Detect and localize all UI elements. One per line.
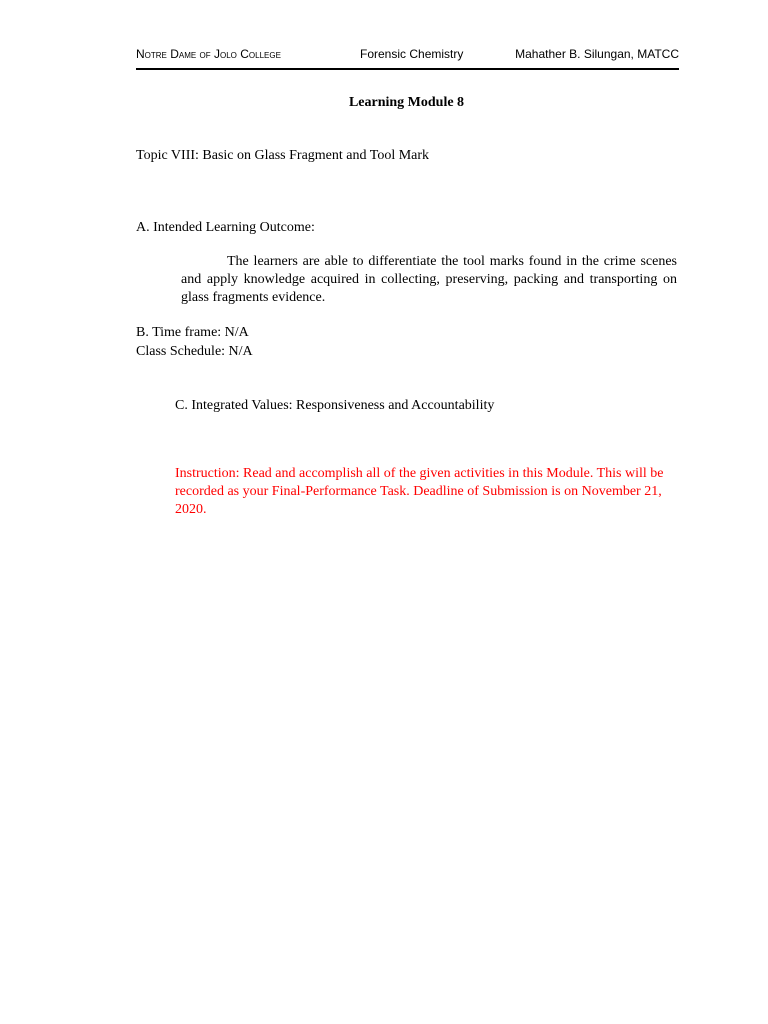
header-subject: Forensic Chemistry: [360, 47, 464, 61]
outcome-paragraph: The learners are able to differentiate the tool marks found in the crime scenes and apply knowledge acquired in collecting, preserving, packing and transporting on glass fragments evidence.: [181, 254, 677, 305]
module-title: Learning Module 8: [348, 95, 465, 110]
header-author: Mahather B. Silungan, MATCC: [515, 47, 679, 61]
page-header: [136, 46, 679, 70]
integrated-values: C. Integrated Values: Responsiveness and Accountability: [175, 398, 495, 413]
header-school: Notre Dame of Jolo College: [136, 47, 281, 61]
topic-line: Topic VIII: Basic on Glass Fragment and Tool Mark: [136, 148, 430, 163]
outcome-heading: A. Intended Learning Outcome:: [136, 220, 315, 235]
instruction-text: Instruction: Read and accomplish all of the given activities in this Module. This will be recorded as your Final-Performance Task. Deadline of Submission is on November 21, 2020.: [175, 466, 664, 517]
time-frame: B. Time frame: N/A: [136, 325, 249, 340]
class-schedule: Class Schedule: N/A: [136, 344, 253, 359]
